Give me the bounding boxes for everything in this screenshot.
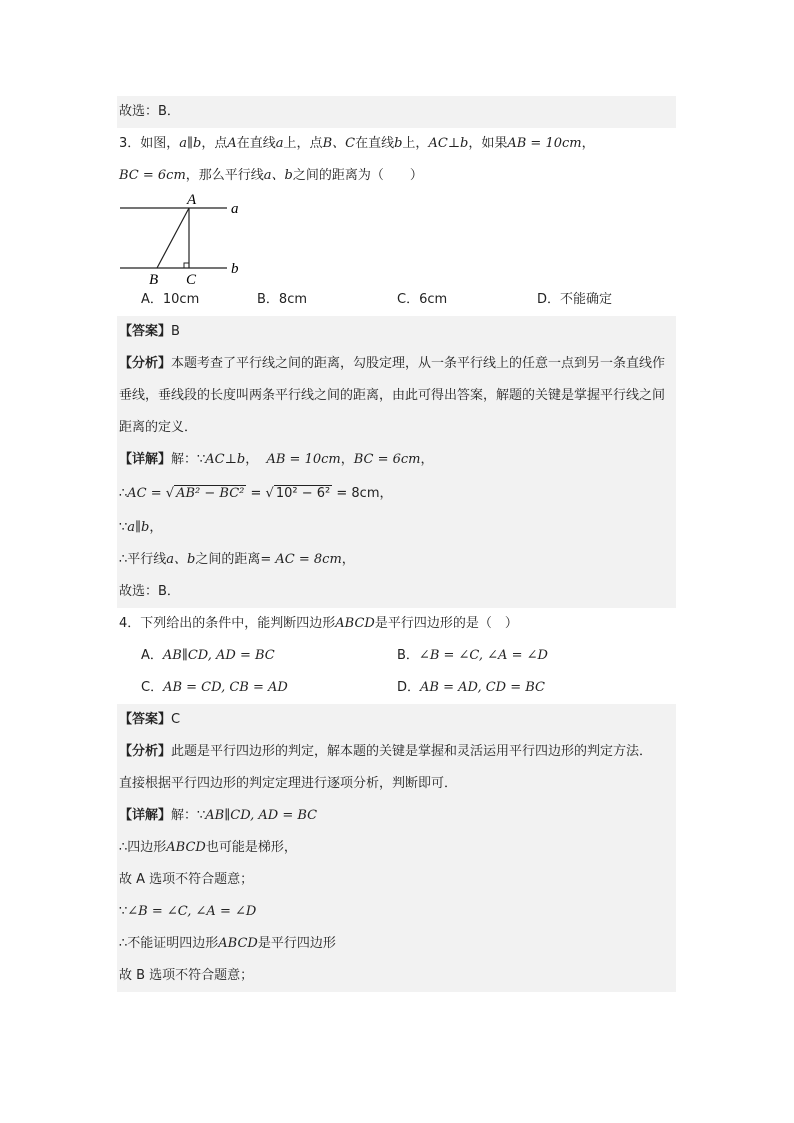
detail-line-2: ∴AC = √ AB² − BC² = √ 10² − 6² = 8cm，	[119, 486, 393, 501]
option-A: A．AB∥CD, AD = BC	[141, 648, 275, 663]
option-C: C．AB = CD, CB = AD	[141, 680, 288, 695]
question-4-options-row-2	[117, 672, 676, 704]
detail-line-4: ∵∠B = ∠C, ∠A = ∠D	[119, 904, 257, 919]
question-3-options	[117, 284, 676, 316]
question-4-options-row-1	[117, 640, 676, 672]
answer-line: 【答案】C	[119, 712, 181, 727]
question-4-stem: 4．下列给出的条件中，能判断四边形ABCD是平行四边形的是（ ）	[119, 616, 518, 631]
detail-line-6: 故 B 选项不符合题意；	[119, 968, 254, 983]
detail-line-3: 故 A 选项不符合题意；	[119, 872, 254, 887]
option-B: B．8cm	[257, 292, 308, 307]
text-line: 故选：B．	[117, 96, 676, 128]
parallel-lines-diagram	[117, 192, 277, 284]
question-3-solution	[117, 316, 676, 608]
point-C-label: C	[186, 272, 197, 284]
answer-line: 【答案】B	[119, 324, 180, 339]
analysis-line-2: 直接根据平行四边形的判定定理进行逐项分析，判断即可．	[119, 776, 458, 791]
question-3-stem: 3．如图，a∥b，点A在直线a上，点B、C在直线b上，AC⊥b，如果AB = 10cm，	[119, 136, 595, 151]
detail-line-2: ∴四边形ABCD也可能是梯形，	[119, 840, 297, 855]
point-A-label: A	[187, 192, 197, 208]
question-3-stem-cont: BC = 6cm，那么平行线a、b之间的距离为（ ）	[119, 168, 423, 183]
detail-line-1: 【详解】解：∵AC⊥b， AB = 10cm，BC = 6cm，	[119, 452, 434, 467]
conclusion-line: 故选：B．	[119, 584, 180, 599]
right-angle-mark	[184, 263, 189, 268]
line-a-label: a	[231, 201, 239, 217]
option-A: A．10cm	[141, 292, 200, 307]
question-4-solution	[117, 704, 676, 992]
document-body	[117, 96, 676, 992]
analysis-paragraph: 【分析】本题考查了平行线之间的距离，勾股定理，从一条平行线上的任意一点到另一条直线作垂线，垂线段的长度叫两条平行线之间的距离，由此可得出答案，解题的关键是掌握平行线之间距离的定义．	[119, 356, 666, 435]
detail-line-3: ∵a∥b，	[119, 520, 163, 535]
question-3-figure	[117, 192, 676, 284]
detail-line-1: 【详解】解：∵AB∥CD, AD = BC	[119, 808, 318, 823]
segment-AB	[157, 208, 189, 268]
detail-line-4: ∴平行线a、b之间的距离= AC = 8cm，	[119, 552, 355, 567]
option-D: D．AB = AD, CD = BC	[397, 680, 545, 695]
option-D: D．不能确定	[537, 292, 613, 307]
line-b-label: b	[231, 261, 239, 277]
option-C: C．6cm	[397, 292, 448, 307]
point-B-label: B	[149, 272, 159, 284]
analysis-paragraph: 【分析】此题是平行四边形的判定，解本题的关键是掌握和灵活运用平行四边形的判定方法．	[119, 744, 653, 759]
option-B: B．∠B = ∠C, ∠A = ∠D	[397, 648, 548, 663]
detail-line-5: ∴不能证明四边形ABCD是平行四边形	[119, 936, 336, 951]
